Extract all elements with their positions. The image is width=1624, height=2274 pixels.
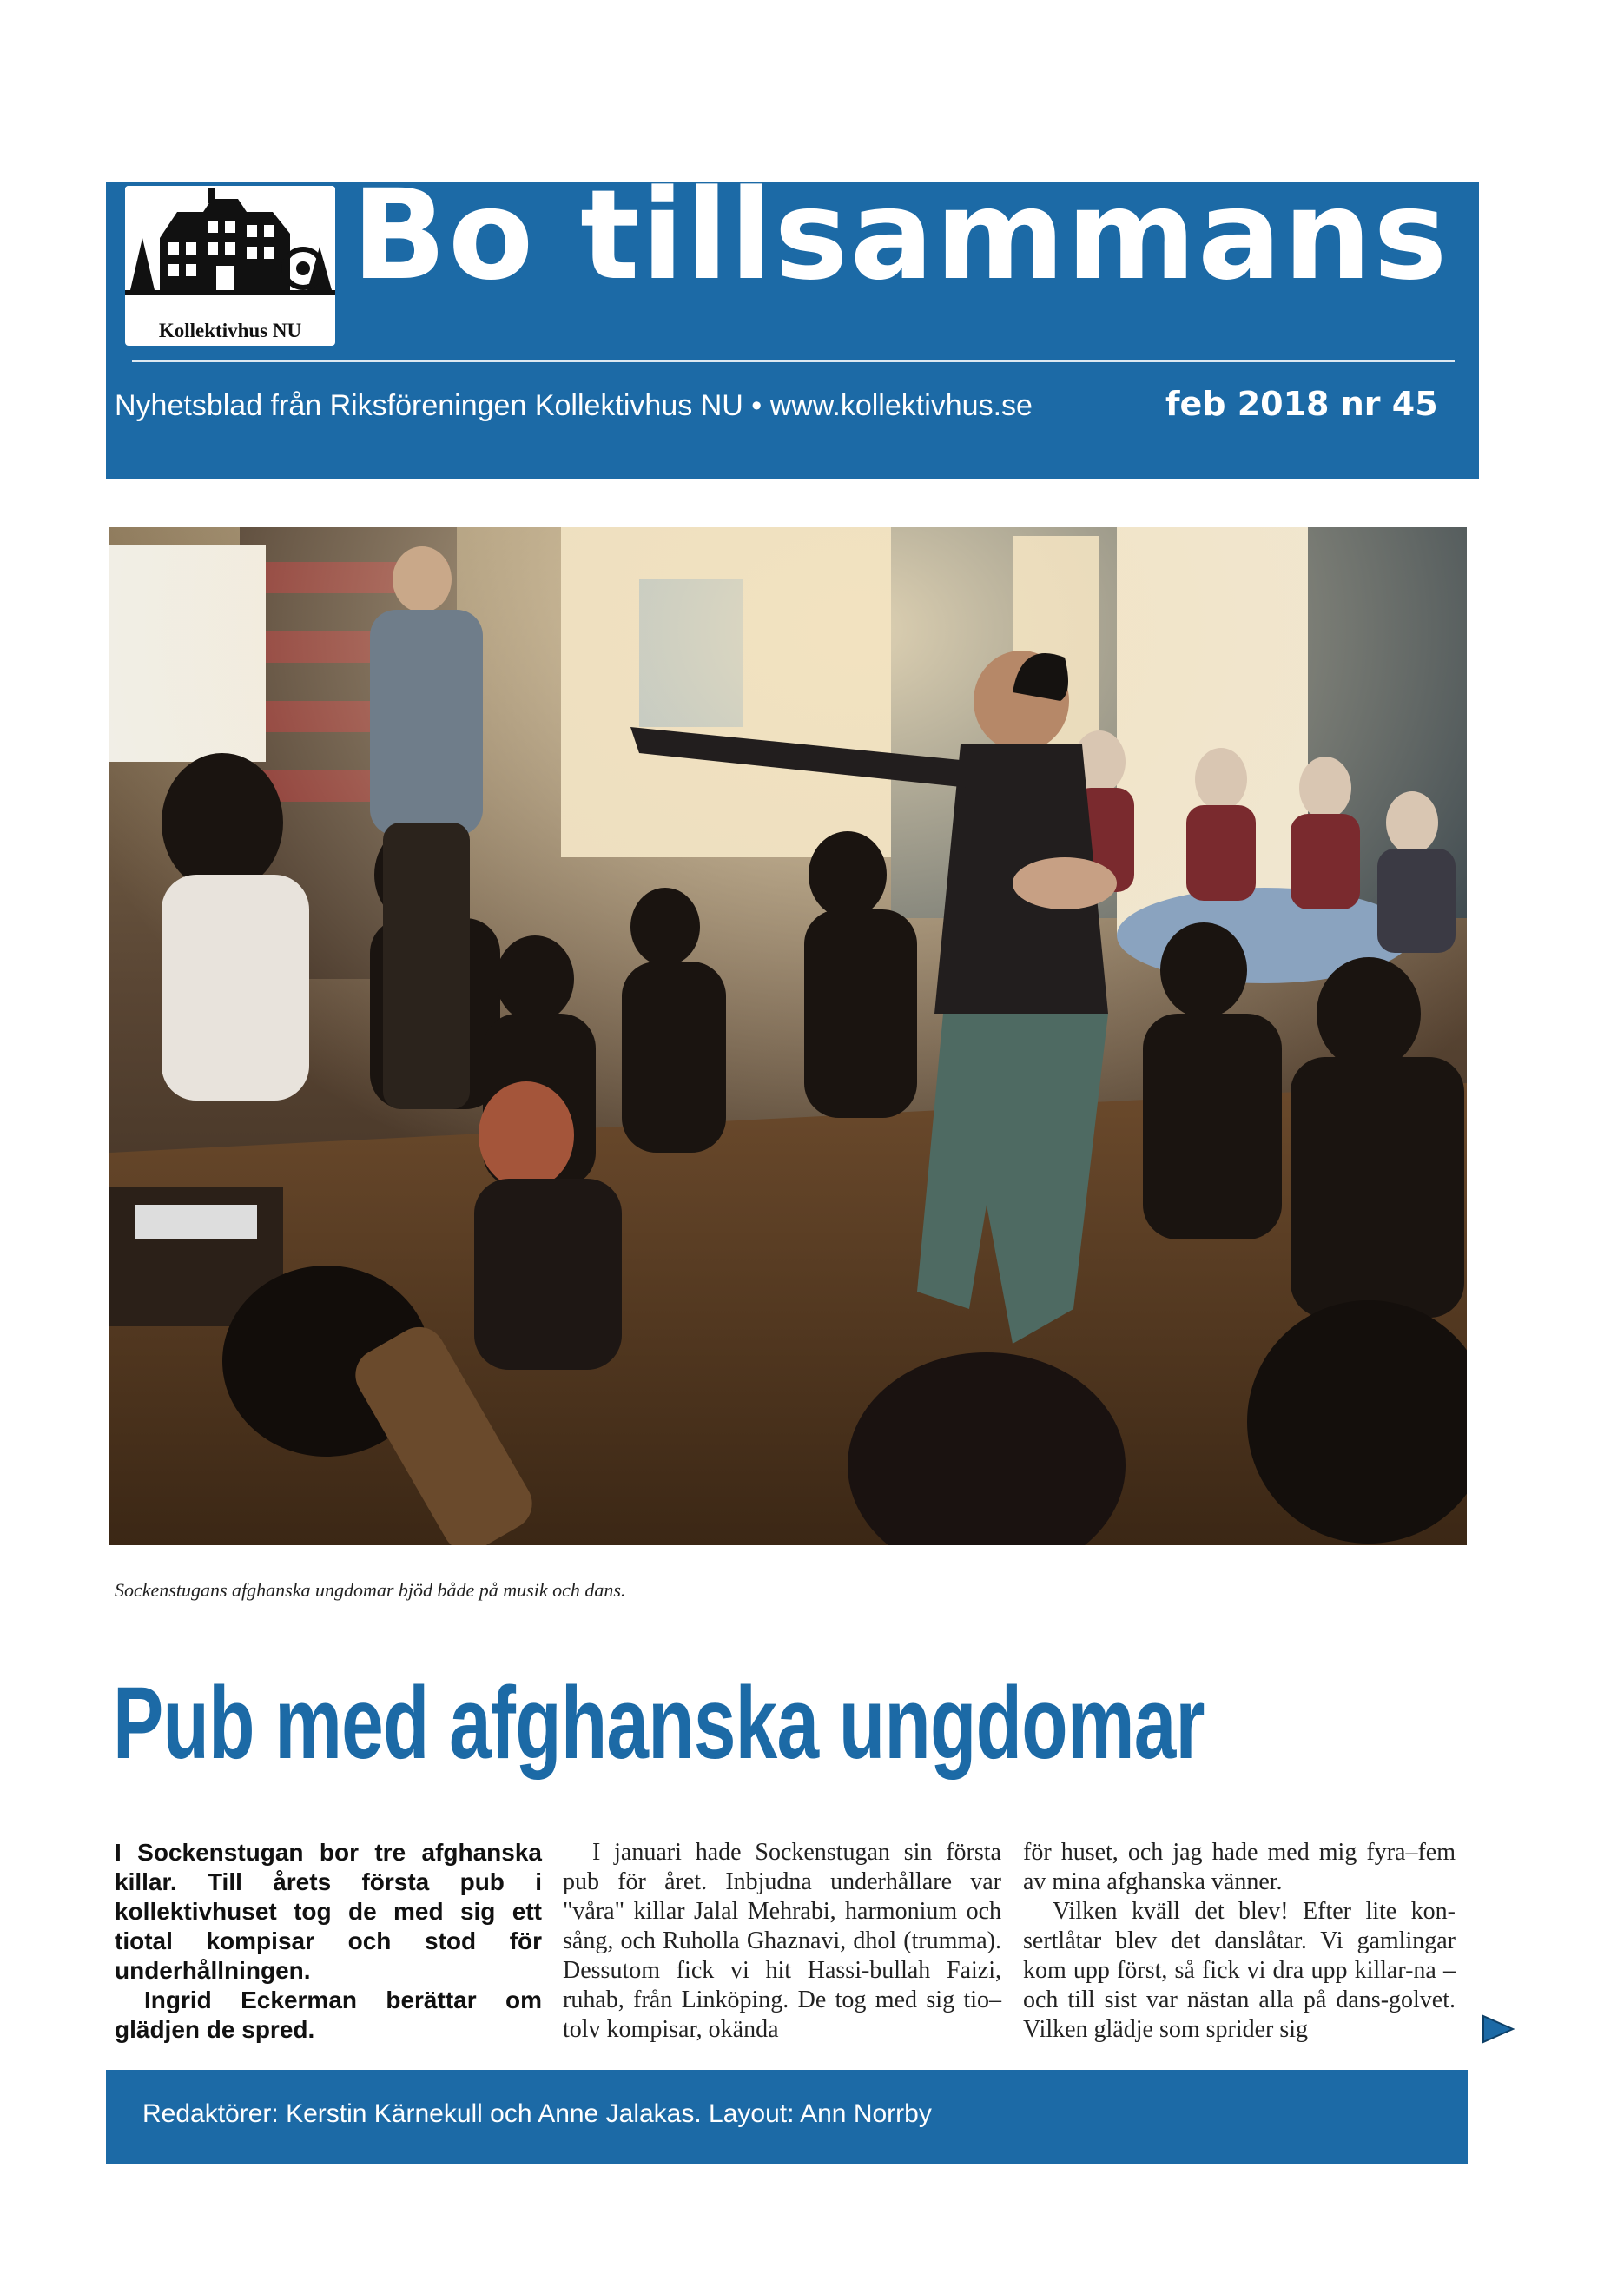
article-lead	[115, 1838, 542, 2045]
lead-byline: Ingrid Eckerman berättar om glädjen de spred.	[115, 1986, 542, 2043]
photo-caption: Sockenstugans afghanska ungdomar bjöd både på musik och dans.	[115, 1579, 626, 1601]
article-column-1	[563, 1838, 1001, 2045]
footer-bar	[106, 2070, 1468, 2164]
cover-photo	[109, 527, 1467, 1545]
column-1-paragraph: I januari hade Sockenstugan sin första pub för året. Inbjudna underhållare var "våra" killar Jalal Mehrabi, harmonium och sång, och Ruholla Ghaznavi, dhol (trumma). Dessutom fick vi hit Hassi-bullah Faizi, ruhab, från Linköping. De tog med sig tio–tolv kompisar, okända	[563, 1839, 1001, 2043]
masthead-divider	[132, 360, 1455, 362]
newsletter-title: Bo tillsammans	[352, 162, 1449, 307]
article-column-2	[1023, 1838, 1456, 2045]
lead-paragraph: I Sockenstugan bor tre afghanska killar. Till årets första pub i kollektivhuset tog de med sig ett tiotal kompisar och stod för underhållningen.	[115, 1839, 542, 1984]
logo-caption: Kollektivhus NU	[158, 320, 302, 341]
tagline: Nyhetsblad från Riksföreningen Kollektivhus NU • www.kollektivhus.se	[115, 389, 1033, 422]
logo	[125, 186, 335, 346]
cover-photo-image	[109, 527, 1467, 1545]
editor-credits: Redaktörer: Kerstin Kärnekull och Anne Jalakas. Layout: Ann Norrby	[142, 2099, 932, 2128]
house-logo-icon	[125, 186, 335, 316]
masthead	[106, 162, 1479, 479]
issue-number: feb 2018 nr 45	[1165, 385, 1438, 423]
column-2-paragraph-1: för huset, och jag hade med mig fyra–fem av mina afghanska vänner.	[1023, 1839, 1456, 1895]
column-2-paragraph-2: Vilken kväll det blev! Efter lite kon-sertlåtar blev det danslåtar. Vi gamlingar kom upp först, så fick vi dra upp killar-na – och till sist var nästan alla på dans-golvet. Vilken glädje som sprider sig	[1023, 1898, 1456, 2043]
continue-arrow-icon[interactable]	[1481, 2013, 1515, 2045]
article-headline: Pub med afghanska ungdomar	[113, 1666, 1205, 1781]
